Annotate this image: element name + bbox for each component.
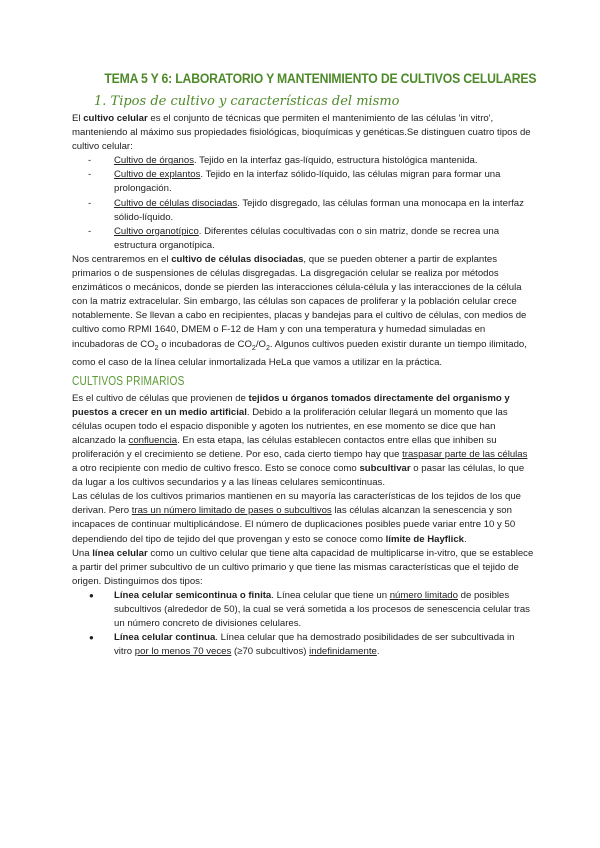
list-item: ● Línea celular semicontinua o finita. Línea celular que tiene un número limitado de posibles subcultivos (alrededor de 50), la cual se verá sometida a los procesos de senescencia celular tras un número concreto de divisiones celulares. — [72, 589, 534, 631]
primary-culture-paragraph: Es el cultivo de células que provienen de tejidos u órganos tomados directamente del organismo y puestos a crecer en un medio artificial. Debido a la proliferación celular llegará un momento que las células ocupen todo el espacio disponible y agoten los nutrientes, en ese momento se dice que han alcanzado la confluencia. En esta etapa, las células establecen contactos entre ellas que inhiben su proliferación y el crecimiento se detiene. Por eso, cada cierto tiempo hay que traspasar parte de las células a otro recipiente con medio de cultivo fresco. Esto se conoce como subcultivar o pasar las células, lo que da lugar a los cultivos secundarios y a las líneas celulares semicontinuas. — [72, 392, 528, 489]
document-title: TEMA 5 Y 6: LABORATORIO Y MANTENIMIENTO DE CULTIVOS CELULARES — [104, 71, 537, 87]
document-page — [72, 70, 537, 659]
cell-line-types-list — [72, 589, 534, 659]
culture-types-list — [72, 154, 534, 253]
intro-paragraph: El cultivo celular es el conjunto de técnicas que permiten el mantenimiento de las células 'in vitro', manteniendo al máximo sus propiedades fisiológicas, bioquímicas y genéticas.Se distinguen cuatro tipos de cultivo celular: — [72, 113, 531, 153]
focus-paragraph: Nos centraremos en el cultivo de células disociadas, que se pueden obtener a partir de explantes primarios o de suspensiones de células disgregadas. La disgregación celular se realiza por métodos enzimáticos o mecánicos, donde se pierden las interacciones célula-célula y las interacciones de la célula con la matriz extracelular. Sin embargo, las células son capaces de proliferar y la población celular crece notablemente. Se llevan a cabo en recipientes, placas y bandejas para el cultivo de células, con medios de cultivo como RPMI 1640, DMEM o F-12 de Ham y con una temperatura y humedad simuladas en incubadoras de $CO_2$ o incubadoras de $CO_2/O_2$. Algunos cultivos pueden existir durante un tiempo ilimitado, como el caso de la línea celular inmortalizada HeLa que vamos a utilizar en la práctica. — [72, 253, 527, 368]
hayflick-paragraph: Las células de los cultivos primarios mantienen en su mayoría las características de los tejidos de los que derivan. Pero tras un número limitado de pases o subcultivos las células alcanzan la senescencia y son incapaces de continuar multiplicándose. El número de duplicaciones posibles puede variar entre 10 y 50 dependiendo del tipo de tejido del que provengan y esto se conoce como límite de Hayflick. — [72, 491, 521, 545]
list-item: - Cultivo de células disociadas. Tejido disgregado, las células forman una monocapa en la interfaz sólido-líquido. — [72, 197, 534, 225]
list-item: - Cultivo organotípico. Diferentes células cocultivadas con o sin matriz, donde se recrea una estructura organotípica. — [72, 225, 534, 253]
cell-line-paragraph: Una línea celular como un cultivo celular que tiene alta capacidad de multiplicarse in-vitro, que se establece a partir del primer subcultivo de un cultivo primario y que tiene las mismas características que el tejido de origen. Distinguimos dos tipos: — [72, 547, 534, 587]
section-heading-tipos: 1. Tipos de cultivo y características del mismo — [94, 94, 400, 109]
list-item: - Cultivo de explantos. Tejido en la interfaz sólido-líquido, las células migran para formar una prolongación. — [72, 168, 534, 196]
list-item: ● Línea celular continua. Línea celular que ha demostrado posibilidades de ser subcultivada in vitro por lo menos 70 veces (≥70 subcultivos) indefinidamente. — [72, 631, 534, 659]
list-item: - Cultivo de órganos. Tejido en la interfaz gas-líquido, estructura histológica mantenida. — [72, 154, 534, 168]
section-heading-cultivos-primarios: CULTIVOS PRIMARIOS — [72, 372, 185, 388]
